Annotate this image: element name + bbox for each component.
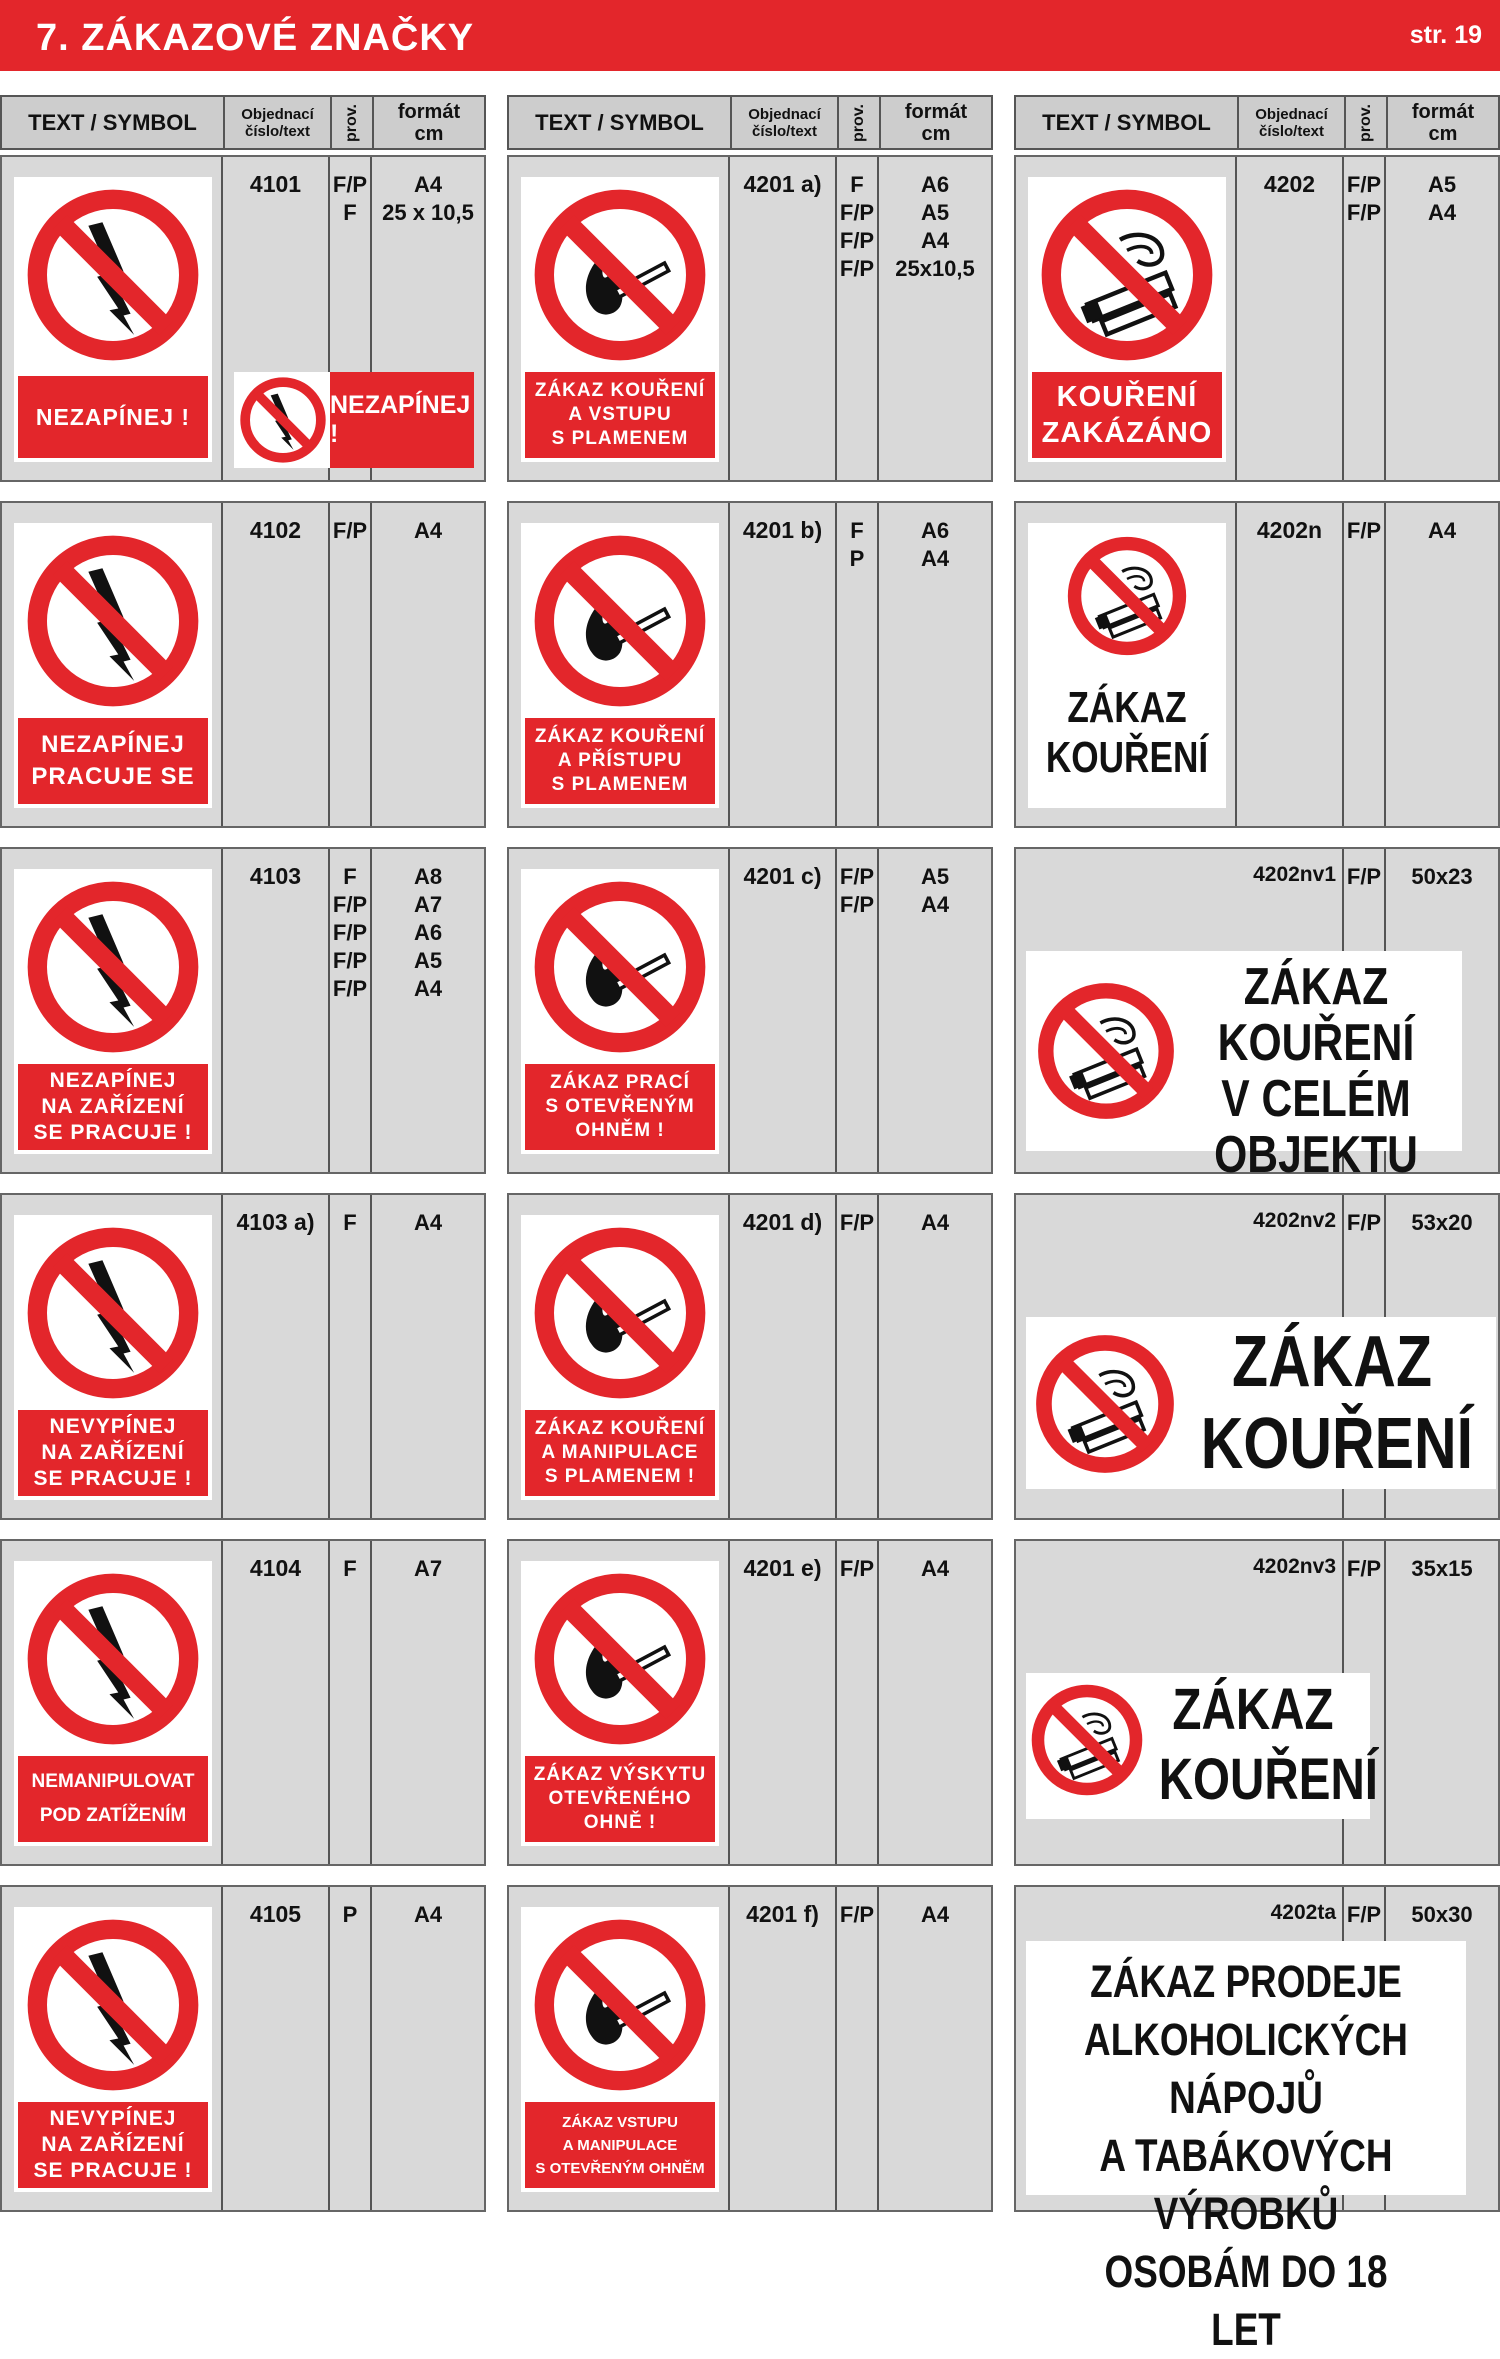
header-prov xyxy=(837,97,879,148)
column-smoking xyxy=(1014,95,1500,2355)
format-cell: A8 A7 A6 A5 A4 xyxy=(413,864,443,1001)
table-row xyxy=(0,1193,486,1520)
sign xyxy=(14,1561,212,1846)
page-header xyxy=(0,0,1500,71)
code-cell: 4201 a) xyxy=(730,157,837,480)
symbol-cell xyxy=(1016,157,1237,480)
prov-cell: F xyxy=(330,1541,372,1864)
no-smoking-icon xyxy=(1039,187,1215,363)
no-open-flame-icon xyxy=(532,1571,708,1747)
code-cell: 4202nv1 xyxy=(1016,849,1344,1172)
table-row xyxy=(0,1539,486,1866)
code-cell: 4201 f) xyxy=(730,1887,837,2210)
symbol-cell xyxy=(1016,503,1237,826)
column-flame xyxy=(507,95,993,2221)
banner-sign xyxy=(1026,951,1462,1184)
sign xyxy=(1028,177,1226,462)
code-cell: 4201 c) xyxy=(730,849,837,1172)
format-cell: 35x15 xyxy=(1411,1556,1473,1581)
table-header xyxy=(507,95,993,150)
table-row xyxy=(507,847,993,1174)
table-row xyxy=(1014,155,1500,482)
no-electric-switch-icon xyxy=(25,1225,201,1401)
symbol-cell xyxy=(509,1887,730,2210)
header-prov xyxy=(330,97,372,148)
table-row xyxy=(1014,847,1500,1184)
table-row xyxy=(0,1885,486,2212)
header-code: Objednací číslo/text xyxy=(1237,97,1344,148)
prov-cell: F/P F/P xyxy=(837,849,879,1172)
sign-text: ZÁKAZ KOUŘENÍ A PŘÍSTUPU S PLAMENEM xyxy=(525,718,715,804)
sign-text: ZÁKAZ KOUŘENÍ A VSTUPU S PLAMENEM xyxy=(525,372,715,458)
no-open-flame-icon xyxy=(532,1917,708,2093)
prov-cell: F/P xyxy=(1344,503,1386,826)
table-row xyxy=(1014,501,1500,828)
prov-cell: F F/P F/P F/P xyxy=(837,157,879,480)
code-cell: 4103 a) xyxy=(223,1195,330,1518)
mini-sign-text: NEZAPÍNEJ ! xyxy=(330,372,474,468)
prov-cell: F/P xyxy=(330,503,372,826)
no-smoking-icon xyxy=(1036,981,1176,1121)
no-open-flame-icon xyxy=(532,879,708,1055)
format-cell: 53x20 xyxy=(1411,1210,1473,1235)
format-cell: 50x30 xyxy=(1411,1902,1473,1927)
format-cell: A7 xyxy=(413,1556,443,1581)
sign xyxy=(14,869,212,1154)
symbol-cell xyxy=(2,503,223,826)
prov-cell: F/P F xyxy=(330,157,372,480)
header-prov-text: prov. xyxy=(850,103,867,142)
symbol-cell xyxy=(2,157,223,480)
sign xyxy=(14,177,212,462)
code-cell: 4202nv2 xyxy=(1016,1195,1344,1518)
table-row xyxy=(0,501,486,828)
format-cell: A4 xyxy=(413,1902,443,1927)
prov-cell: F P xyxy=(837,503,879,826)
header-format: formát cm xyxy=(372,97,484,148)
symbol-cell xyxy=(509,503,730,826)
no-smoking-icon xyxy=(1066,535,1188,657)
header-code: Objednací číslo/text xyxy=(223,97,330,148)
sign xyxy=(521,523,719,808)
symbol-cell xyxy=(2,849,223,1172)
sign xyxy=(14,1907,212,2192)
header-format: formát cm xyxy=(879,97,991,148)
banner-text: ZÁKAZ PRODEJE ALKOHOLICKÝCH NÁPOJŮ A TABÁKOVÝCH VÝROBKŮ OSOBÁM DO 18 LET xyxy=(1084,1956,1408,2355)
symbol-cell xyxy=(509,849,730,1172)
banner-text: ZÁKAZ KOUŘENÍ V CELÉM OBJEKTU xyxy=(1214,958,1418,1184)
table-row xyxy=(1014,1539,1500,1866)
sign xyxy=(1028,523,1226,808)
no-smoking-icon xyxy=(1030,1683,1144,1797)
table-row xyxy=(1014,1885,1500,2355)
symbol-cell xyxy=(2,1887,223,2210)
banner-sign xyxy=(1026,1941,1466,2355)
table-row xyxy=(507,155,993,482)
banner-text: ZÁKAZ KOUŘENÍ xyxy=(1158,1677,1379,1812)
no-electric-switch-icon xyxy=(25,533,201,709)
table-row xyxy=(507,1193,993,1520)
prov-cell: F/P xyxy=(837,1541,879,1864)
prov-cell: F/P xyxy=(837,1195,879,1518)
mini-sign xyxy=(234,372,474,468)
prov-cell: F/P xyxy=(1344,1887,1386,2210)
code-cell: 4201 e) xyxy=(730,1541,837,1864)
format-cell: A4 xyxy=(920,1556,950,1581)
sign-text: ZÁKAZ VSTUPU A MANIPULACE S OTEVŘENÝM OHNĚM xyxy=(525,2102,715,2188)
no-electric-switch-icon xyxy=(239,376,327,464)
code-cell: 4201 b) xyxy=(730,503,837,826)
code-cell: 4202n xyxy=(1237,503,1344,826)
prov-cell: F/P xyxy=(1344,849,1386,1172)
header-code: Objednací číslo/text xyxy=(730,97,837,148)
sign xyxy=(521,1561,719,1846)
sign-text: NEVYPÍNEJ NA ZAŘÍZENÍ SE PRACUJE ! xyxy=(18,2102,208,2188)
header-prov-text: prov. xyxy=(1357,103,1374,142)
code-cell: 4105 xyxy=(223,1887,330,2210)
prov-cell: F F/P F/P F/P F/P xyxy=(330,849,372,1172)
page-title: 7. ZÁKAZOVÉ ZNAČKY xyxy=(36,17,475,59)
prov-cell: F/P F/P xyxy=(1344,157,1386,480)
sign xyxy=(521,1215,719,1500)
no-open-flame-icon xyxy=(532,187,708,363)
header-format: formát cm xyxy=(1386,97,1498,148)
sign xyxy=(521,177,719,462)
code-cell: 4202 xyxy=(1237,157,1344,480)
prov-cell: F xyxy=(330,1195,372,1518)
symbol-cell xyxy=(509,1541,730,1864)
no-electric-switch-icon xyxy=(25,879,201,1055)
sign-text: NEZAPÍNEJ ! xyxy=(18,376,208,458)
sign xyxy=(14,1215,212,1500)
sign-text: ZÁKAZ VÝSKYTU OTEVŘENÉHO OHNĚ ! xyxy=(525,1756,715,1842)
sign-text: NEZAPÍNEJ NA ZAŘÍZENÍ SE PRACUJE ! xyxy=(18,1064,208,1150)
code-cell: 4102 xyxy=(223,503,330,826)
sign-text: KOUŘENÍ ZAKÁZÁNO xyxy=(1032,372,1222,458)
sign-text: ZÁKAZ KOUŘENÍ A MANIPULACE S PLAMENEM ! xyxy=(525,1410,715,1496)
symbol-cell xyxy=(2,1195,223,1518)
format-cell: A5 A4 xyxy=(920,864,950,917)
format-cell: A6 A4 xyxy=(920,518,950,571)
format-cell: 50x23 xyxy=(1411,864,1473,889)
header-prov-text: prov. xyxy=(343,103,360,142)
no-electric-switch-icon xyxy=(25,1571,201,1747)
code-cell: 4103 xyxy=(223,849,330,1172)
code-cell: 4101 xyxy=(223,157,330,480)
table-row xyxy=(507,1885,993,2212)
code-cell: 4202nv3 xyxy=(1016,1541,1344,1864)
prov-cell: F/P xyxy=(1344,1541,1386,1864)
table-row xyxy=(0,847,486,1174)
column-electric xyxy=(0,95,486,2221)
header-symbol: TEXT / SYMBOL xyxy=(1042,109,1211,135)
code-cell: 4104 xyxy=(223,1541,330,1864)
format-cell: A4 xyxy=(413,1210,443,1235)
table-header xyxy=(0,95,486,150)
format-cell: A4 25 x 10,5 xyxy=(382,172,474,225)
banner-sign xyxy=(1026,1673,1379,1819)
banner-sign xyxy=(1026,1317,1496,1489)
table-row xyxy=(507,501,993,828)
prov-cell: F/P xyxy=(1344,1195,1386,1518)
no-open-flame-icon xyxy=(532,533,708,709)
format-cell: A5 A4 xyxy=(1427,172,1457,225)
symbol-cell xyxy=(509,157,730,480)
table-row xyxy=(0,155,486,482)
format-cell: A4 xyxy=(413,518,443,543)
format-cell: A4 xyxy=(1427,518,1457,543)
sign-text: ZÁKAZ PRACÍ S OTEVŘENÝM OHNĚM ! xyxy=(525,1064,715,1150)
table-row xyxy=(1014,1193,1500,1520)
sign xyxy=(14,523,212,808)
format-cell: A4 xyxy=(920,1902,950,1927)
sign-text: NEZAPÍNEJ PRACUJE SE xyxy=(18,718,208,804)
format-cell: A6 A5 A4 25x10,5 xyxy=(895,172,975,281)
table-row xyxy=(507,1539,993,1866)
symbol-cell xyxy=(2,1541,223,1864)
format-cell: A4 xyxy=(920,1210,950,1235)
code-cell: 4201 d) xyxy=(730,1195,837,1518)
prov-cell: P xyxy=(330,1887,372,2210)
header-symbol: TEXT / SYMBOL xyxy=(28,109,197,135)
code-cell: 4202ta xyxy=(1016,1887,1344,2210)
banner-text: ZÁKAZ KOUŘENÍ xyxy=(1200,1322,1474,1484)
table-header xyxy=(1014,95,1500,150)
no-smoking-icon xyxy=(1034,1333,1176,1475)
sign-text: NEVYPÍNEJ NA ZAŘÍZENÍ SE PRACUJE ! xyxy=(18,1410,208,1496)
page-number: str. 19 xyxy=(1409,21,1482,49)
prov-cell: F/P xyxy=(837,1887,879,2210)
sign-text: ZÁKAZ KOUŘENÍ xyxy=(1051,668,1203,798)
sign-text: NEMANIPULOVAT POD ZATÍŽENÍM xyxy=(18,1756,208,1842)
no-open-flame-icon xyxy=(532,1225,708,1401)
sign xyxy=(521,1907,719,2192)
header-symbol: TEXT / SYMBOL xyxy=(535,109,704,135)
header-prov xyxy=(1344,97,1386,148)
no-electric-switch-icon xyxy=(25,187,201,363)
no-electric-switch-icon xyxy=(25,1917,201,2093)
symbol-cell xyxy=(509,1195,730,1518)
sign xyxy=(521,869,719,1154)
